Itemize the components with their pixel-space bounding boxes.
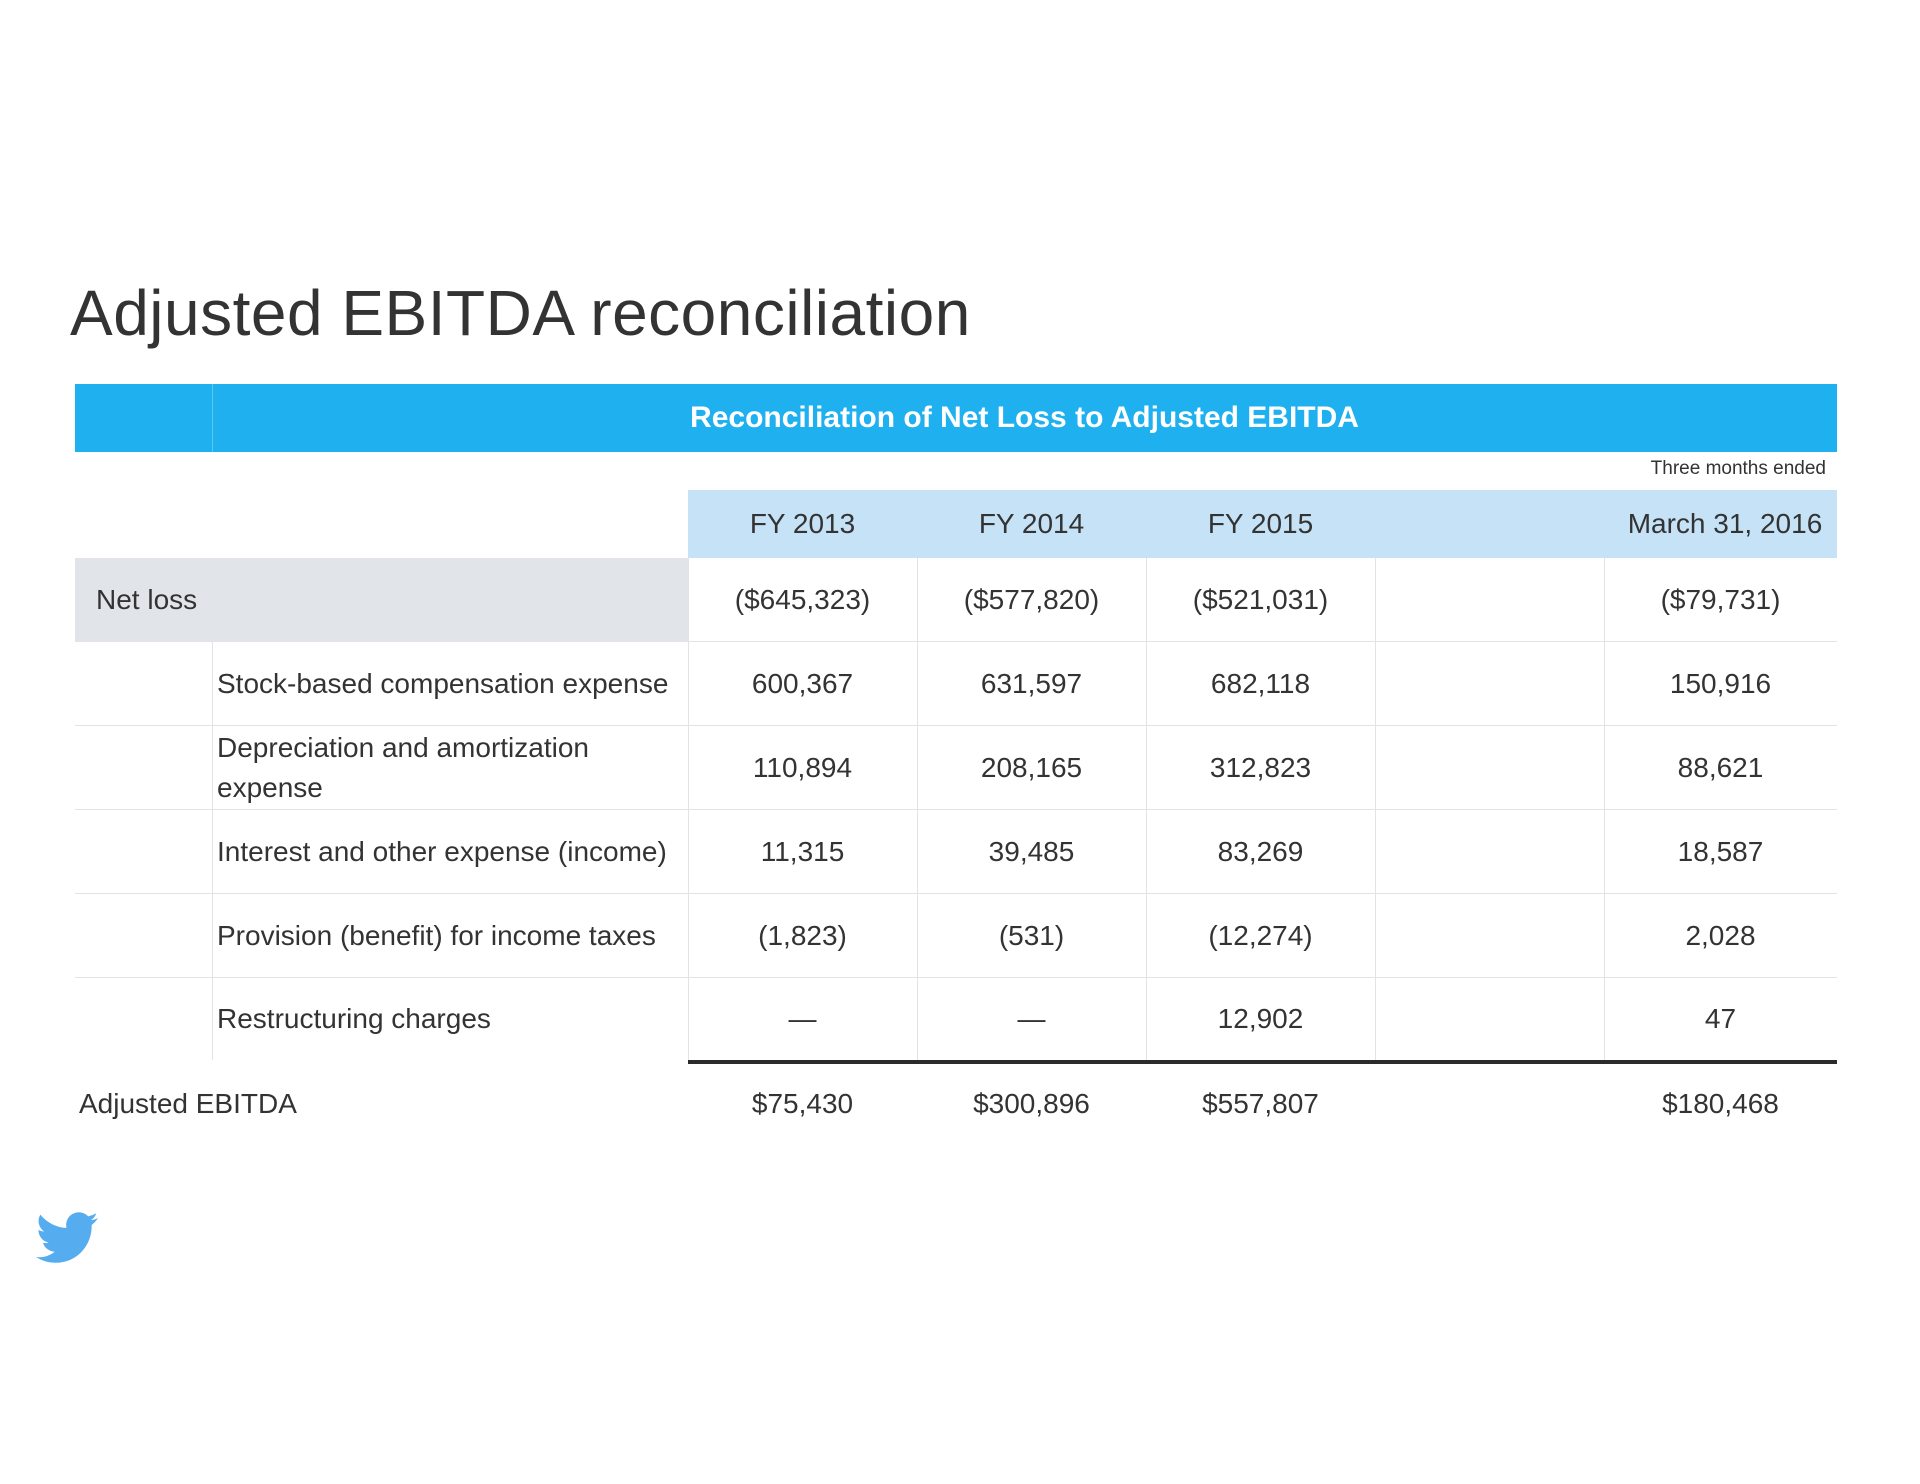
row-label: Net loss (96, 584, 198, 615)
row-label: Interest and other expense (income) (217, 836, 667, 867)
total-cell: $180,468 (1662, 1088, 1779, 1119)
twitter-bird-icon (36, 1212, 98, 1264)
table-cell: 39,485 (988, 836, 1075, 867)
column-divider (1375, 642, 1376, 726)
column-header-row (688, 490, 1837, 558)
table-cell: 2,028 (1685, 920, 1756, 951)
table-cell: ($577,820) (963, 584, 1100, 615)
table-row-provision (75, 894, 1837, 978)
table-cell: 47 (1704, 1003, 1737, 1034)
table-cell: 11,315 (760, 836, 845, 867)
table-row-restructuring (75, 978, 1837, 1060)
table-row-interest (75, 810, 1837, 894)
column-header-march-2016: March 31, 2016 (1627, 508, 1823, 539)
table-cell: ($645,323) (734, 584, 871, 615)
row-label: Depreciation and amortization expense (217, 732, 589, 803)
label-indent-divider (212, 810, 213, 894)
total-cell: $557,807 (1202, 1088, 1319, 1119)
total-cell: $75,430 (751, 1088, 854, 1119)
table-cell: 208,165 (980, 752, 1083, 783)
table-row-total (75, 1064, 1837, 1144)
table-cell: 83,269 (1217, 836, 1304, 867)
table-cell: (531) (998, 920, 1065, 951)
column-divider (1375, 978, 1376, 1060)
column-header-fy2014: FY 2014 (978, 508, 1085, 539)
table-cell: 150,916 (1669, 668, 1772, 699)
table-cell: 631,597 (980, 668, 1083, 699)
row-label: Stock-based compensation expense (217, 668, 669, 699)
table-row-stock-based-compensation (75, 642, 1837, 726)
total-label: Adjusted EBITDA (79, 1088, 297, 1119)
table-banner (75, 384, 1837, 452)
table-cell: 682,118 (1210, 668, 1311, 699)
table-cell: 312,823 (1209, 752, 1312, 783)
table-row-depreciation (75, 726, 1837, 810)
label-indent-divider (212, 726, 213, 810)
table-cell: ($79,731) (1660, 584, 1781, 615)
table-cell: ($521,031) (1192, 584, 1329, 615)
table-row-net-loss (75, 558, 1837, 642)
table-cell: — (1017, 1003, 1046, 1034)
page-title: Adjusted EBITDA reconciliation (70, 277, 971, 349)
table-cell: 88,621 (1677, 752, 1764, 783)
total-cell: $300,896 (973, 1088, 1090, 1119)
label-indent-divider (212, 894, 213, 978)
label-indent-divider (212, 642, 213, 726)
table-cell: (1,823) (758, 920, 847, 951)
column-header-fy2015: FY 2015 (1207, 508, 1314, 539)
table-cell: — (788, 1003, 817, 1034)
label-indent-divider (212, 978, 213, 1060)
table-cell: 110,894 (752, 752, 853, 783)
column-divider (1375, 894, 1376, 978)
table-cell: 12,902 (1217, 1003, 1304, 1034)
period-note: Three months ended (1650, 458, 1826, 479)
column-divider (1375, 726, 1376, 810)
table-cell: 18,587 (1677, 836, 1764, 867)
column-header-fy2013: FY 2013 (749, 508, 856, 539)
table-cell: (12,274) (1208, 920, 1313, 951)
column-divider (1375, 810, 1376, 894)
column-divider (1375, 558, 1376, 642)
table-cell: 600,367 (751, 668, 854, 699)
banner-title: Reconciliation of Net Loss to Adjusted EBITDA (690, 401, 1359, 434)
row-label: Provision (benefit) for income taxes (217, 920, 656, 951)
row-label: Restructuring charges (217, 1003, 491, 1034)
